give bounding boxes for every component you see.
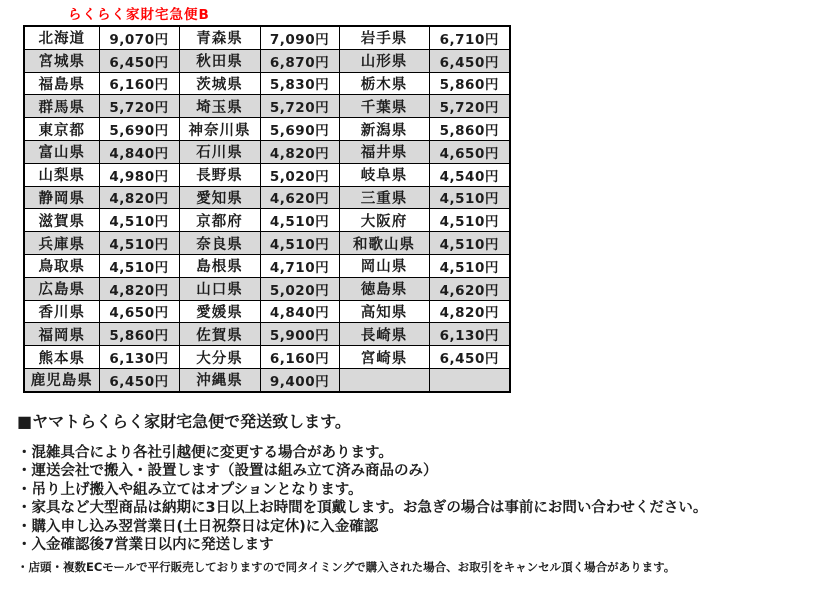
notes-heading: ■ヤマトらくらく家財宅急便で発送致します。 — [17, 412, 351, 431]
prefecture-cell: 兵庫県 — [24, 232, 99, 255]
prefecture-cell: 茨城県 — [179, 72, 260, 95]
prefecture-cell: 佐賀県 — [179, 323, 260, 346]
fee-cell: 4,820円 — [429, 300, 510, 323]
prefecture-cell: 愛媛県 — [179, 300, 260, 323]
table-row — [24, 368, 510, 391]
fee-cell: 5,860円 — [429, 72, 510, 95]
fee-cell: 4,510円 — [99, 254, 179, 277]
prefecture-cell: 岐阜県 — [339, 163, 429, 186]
small-disclaimer-note: ・店頭・複数ECモールで平行販売しておりますので同タイミングで購入された場合、お取引をキャンセル頂く場合があります。 — [17, 560, 676, 575]
fee-cell: 5,860円 — [429, 118, 510, 141]
fee-cell: 4,510円 — [260, 209, 339, 232]
prefecture-cell: 山梨県 — [24, 163, 99, 186]
note-line: ・吊り上げ搬入や組み立てはオプションとなります。 — [17, 481, 363, 498]
prefecture-cell: 鳥取県 — [24, 254, 99, 277]
shipping-notes — [17, 412, 707, 574]
fee-cell: 6,450円 — [429, 49, 510, 72]
prefecture-cell: 京都府 — [179, 209, 260, 232]
fee-cell: 5,020円 — [260, 277, 339, 300]
prefecture-cell: 鹿児島県 — [24, 368, 99, 391]
prefecture-cell: 大分県 — [179, 346, 260, 369]
prefecture-cell: 新潟県 — [339, 118, 429, 141]
fee-cell: 5,860円 — [99, 323, 179, 346]
prefecture-cell: 徳島県 — [339, 277, 429, 300]
table-row — [24, 277, 510, 300]
fee-cell: 6,130円 — [99, 346, 179, 369]
prefecture-cell: 広島県 — [24, 277, 99, 300]
fee-cell: 4,510円 — [429, 254, 510, 277]
prefecture-cell: 熊本県 — [24, 346, 99, 369]
fee-cell: 6,130円 — [429, 323, 510, 346]
table-row — [24, 323, 510, 346]
fee-cell: 4,510円 — [429, 232, 510, 255]
fee-cell: 4,820円 — [99, 186, 179, 209]
prefecture-cell: 石川県 — [179, 140, 260, 163]
fee-cell: 4,650円 — [99, 300, 179, 323]
prefecture-cell: 東京都 — [24, 118, 99, 141]
prefecture-cell: 滋賀県 — [24, 209, 99, 232]
prefecture-cell: 長崎県 — [339, 323, 429, 346]
table-row — [24, 49, 510, 72]
fee-cell: 4,710円 — [260, 254, 339, 277]
table-row — [24, 95, 510, 118]
note-line: ・運送会社で搬入・設置します（設置は組み立て済み商品のみ） — [17, 463, 438, 480]
fee-cell: 4,820円 — [99, 277, 179, 300]
prefecture-cell: 島根県 — [179, 254, 260, 277]
fee-cell: 4,620円 — [260, 186, 339, 209]
table-row — [24, 186, 510, 209]
fee-cell: 4,510円 — [99, 232, 179, 255]
prefecture-cell: 宮城県 — [24, 49, 99, 72]
fee-cell: 5,690円 — [260, 118, 339, 141]
prefecture-cell: 和歌山県 — [339, 232, 429, 255]
prefecture-cell: 愛知県 — [179, 186, 260, 209]
prefecture-cell: 富山県 — [24, 140, 99, 163]
prefecture-cell: 三重県 — [339, 186, 429, 209]
shipping-fee-table-body — [24, 26, 510, 392]
fee-cell: 5,720円 — [429, 95, 510, 118]
table-row — [24, 300, 510, 323]
prefecture-cell: 沖縄県 — [179, 368, 260, 391]
fee-cell: 4,620円 — [429, 277, 510, 300]
table-row — [24, 254, 510, 277]
fee-cell: 6,450円 — [99, 368, 179, 391]
fee-cell: 5,020円 — [260, 163, 339, 186]
table-row — [24, 140, 510, 163]
fee-cell: 6,160円 — [99, 72, 179, 95]
prefecture-cell: 奈良県 — [179, 232, 260, 255]
fee-cell: 4,840円 — [260, 300, 339, 323]
fee-cell: 4,510円 — [429, 186, 510, 209]
notes-bullet-list — [17, 444, 707, 554]
prefecture-cell: 香川県 — [24, 300, 99, 323]
note-line: ・混雑具合により各社引越便に変更する場合があります。 — [17, 445, 393, 461]
prefecture-cell: 福岡県 — [24, 323, 99, 346]
fee-cell: 7,090円 — [260, 26, 339, 49]
fee-cell: 6,450円 — [99, 49, 179, 72]
shipping-fee-table — [23, 25, 511, 393]
prefecture-cell: 長野県 — [179, 163, 260, 186]
table-row — [24, 346, 510, 369]
note-line: ・家具など大型商品は納期に3日以上お時間を頂戴します。お急ぎの場合は事前にお問い合わせください。 — [17, 500, 708, 517]
fee-cell: 5,690円 — [99, 118, 179, 141]
prefecture-cell: 栃木県 — [339, 72, 429, 95]
table-row — [24, 72, 510, 95]
prefecture-cell: 岩手県 — [339, 26, 429, 49]
table-row — [24, 26, 510, 49]
fee-cell: 6,160円 — [260, 346, 339, 369]
fee-cell: 5,830円 — [260, 72, 339, 95]
fee-cell: 5,720円 — [260, 95, 339, 118]
prefecture-cell: 福井県 — [339, 140, 429, 163]
table-row — [24, 163, 510, 186]
table-row — [24, 232, 510, 255]
prefecture-cell — [339, 368, 429, 391]
fee-cell: 4,820円 — [260, 140, 339, 163]
fee-cell: 4,510円 — [429, 209, 510, 232]
fee-cell: 4,980円 — [99, 163, 179, 186]
prefecture-cell: 静岡県 — [24, 186, 99, 209]
prefecture-cell: 埼玉県 — [179, 95, 260, 118]
fee-cell — [429, 368, 510, 391]
page-title: らくらく家財宅急便B — [68, 7, 210, 23]
fee-cell: 9,070円 — [99, 26, 179, 49]
fee-cell: 4,510円 — [260, 232, 339, 255]
prefecture-cell: 千葉県 — [339, 95, 429, 118]
fee-cell: 5,900円 — [260, 323, 339, 346]
table-row — [24, 209, 510, 232]
fee-cell: 6,450円 — [429, 346, 510, 369]
table-row — [24, 118, 510, 141]
note-line: ・購入申し込み翌営業日(土日祝祭日は定休)に入金確認 — [17, 518, 379, 535]
prefecture-cell: 高知県 — [339, 300, 429, 323]
prefecture-cell: 岡山県 — [339, 254, 429, 277]
prefecture-cell: 福島県 — [24, 72, 99, 95]
note-line: ・入金確認後7営業日以内に発送します — [17, 537, 274, 554]
fee-cell: 9,400円 — [260, 368, 339, 391]
prefecture-cell: 山形県 — [339, 49, 429, 72]
prefecture-cell: 北海道 — [24, 26, 99, 49]
prefecture-cell: 山口県 — [179, 277, 260, 300]
fee-cell: 4,510円 — [99, 209, 179, 232]
fee-cell: 4,650円 — [429, 140, 510, 163]
prefecture-cell: 大阪府 — [339, 209, 429, 232]
prefecture-cell: 秋田県 — [179, 49, 260, 72]
fee-cell: 6,710円 — [429, 26, 510, 49]
fee-cell: 4,540円 — [429, 163, 510, 186]
fee-cell: 5,720円 — [99, 95, 179, 118]
prefecture-cell: 神奈川県 — [179, 118, 260, 141]
fee-cell: 4,840円 — [99, 140, 179, 163]
prefecture-cell: 宮崎県 — [339, 346, 429, 369]
prefecture-cell: 群馬県 — [24, 95, 99, 118]
prefecture-cell: 青森県 — [179, 26, 260, 49]
fee-cell: 6,870円 — [260, 49, 339, 72]
